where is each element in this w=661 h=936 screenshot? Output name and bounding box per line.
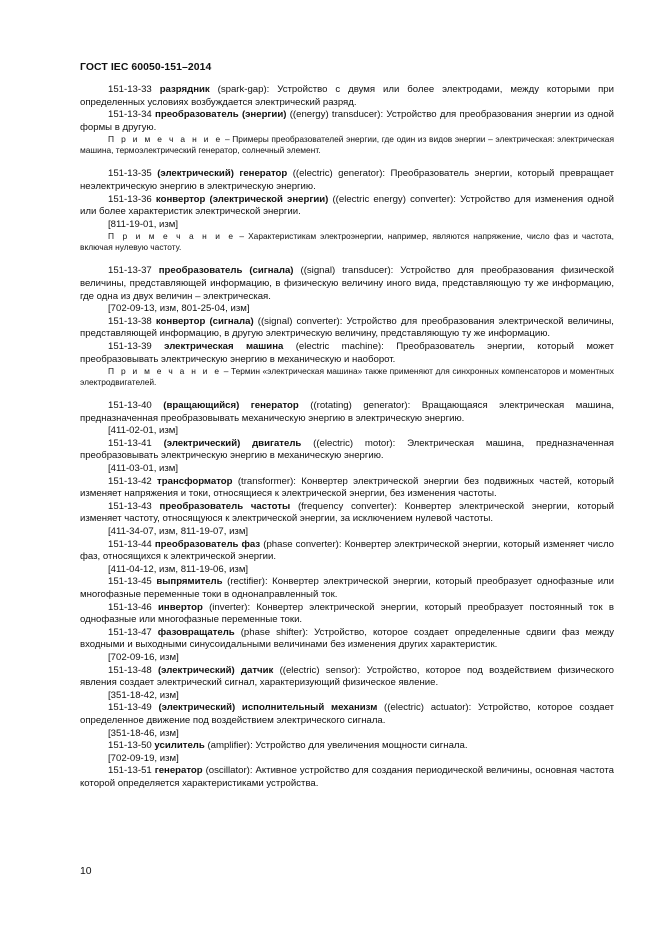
source-reference: [411-02-01, изм] (108, 425, 179, 437)
entry-definition: (electric machine): Преобразователь энергии, который может преобразовывать электрическую энергию в механическую и наоборот. (80, 340, 614, 365)
entry-number: 151-13-49 (108, 702, 152, 714)
source-reference: [351-18-42, изм] (108, 689, 179, 701)
term-entry (80, 316, 614, 341)
term-entry (80, 438, 614, 463)
entry-term: преобразователь фаз (154, 538, 261, 550)
term-entry (80, 109, 614, 134)
section-gap (80, 156, 614, 168)
entry-number: 151-13-45 (108, 576, 152, 588)
entry-definition: (oscillator): Активное устройство для создания периодической величины, основная частота которой определяется характеристиками устройства. (80, 765, 614, 789)
entry-term: (электрический) исполнительный механизм (158, 702, 378, 714)
entry-number: 151-13-34 (108, 109, 152, 121)
entry-definition: ((electric) actuator): Устройство, которое создает определенное движение под воздействием электрического сигнала. (80, 702, 614, 726)
source-reference: [702-09-13, изм, 801-25-04, изм] (108, 303, 250, 315)
note-label: П р и м е ч а н и е (108, 231, 236, 242)
note (80, 134, 614, 156)
entry-number: 151-13-33 (108, 84, 152, 95)
entry-number: 151-13-36 (108, 193, 152, 205)
source-reference: [411-03-01, изм] (108, 463, 179, 475)
source-reference: [702-09-19, изм] (108, 752, 179, 764)
entry-term: трансформатор (157, 475, 233, 487)
entry-definition: (amplifier): Устройство для увеличения мощности сигнала. (207, 740, 468, 752)
source-reference: [702-09-16, изм] (108, 651, 179, 663)
note (80, 231, 614, 253)
term-entry (80, 702, 614, 727)
entry-term: инвертор (158, 601, 203, 613)
entry-term: преобразователь (сигнала) (158, 265, 294, 277)
entry-number: 151-13-37 (108, 265, 152, 277)
entry-term: (электрический) генератор (157, 168, 288, 180)
term-entry (80, 602, 614, 627)
entry-term: выпрямитель (156, 576, 223, 588)
section-gap (80, 253, 614, 265)
entry-number: 151-13-42 (108, 475, 152, 487)
source-reference: [811-19-01, изм] (108, 218, 179, 230)
entry-definition: (phase shifter): Устройство, которое создает определенные сдвиги фаз между входными и выходными синусоидальными величинами без изменения других характеристик. (80, 626, 615, 651)
term-entry (80, 665, 614, 690)
note-label: П р и м е ч а н и е (108, 366, 222, 377)
entry-term: конвертор (электрической энергии) (155, 193, 329, 205)
entry-number: 151-13-44 (108, 538, 152, 550)
note-text: – Характеристикам электроэнергии, например, являются напряжение, число фаз и частота, включая нулевую частоту. (80, 231, 614, 253)
entry-definition: ((rotating) generator): Вращающаяся электрическая машина, предназначенная преобразовывать механическую энергию в электрическую энергию. (80, 400, 615, 424)
entry-number: 151-13-46 (108, 601, 152, 613)
note (80, 366, 614, 388)
entry-number: 151-13-38 (108, 315, 152, 327)
section-gap (80, 388, 614, 400)
document-body (80, 84, 614, 791)
entry-term: разрядник (159, 84, 210, 95)
term-entry (80, 341, 614, 366)
term-entry (80, 168, 614, 193)
entry-number: 151-13-41 (108, 437, 152, 449)
entry-number: 151-13-47 (108, 626, 152, 638)
entry-term: преобразователь (энергии) (155, 109, 287, 121)
term-entry (80, 400, 614, 425)
source-reference: [411-04-12, изм, 811-19-06, изм] (108, 563, 249, 575)
term-entry (80, 476, 614, 501)
note-label: П р и м е ч а н и е (108, 134, 223, 145)
page-number: 10 (80, 866, 92, 877)
term-entry (80, 84, 614, 109)
term-entry (80, 576, 614, 601)
term-entry (80, 627, 614, 652)
document-header: ГОСТ IEC 60050-151–2014 (80, 62, 212, 73)
entry-term: конвертор (сигнала) (155, 315, 254, 327)
entry-term: генератор (154, 765, 203, 777)
entry-term: (электрический) двигатель (163, 437, 302, 449)
entry-number: 151-13-51 (108, 765, 152, 777)
entry-definition: ((signal) converter): Устройство для преобразования электрической величины, представляющей информацию, в другую электрическую величину, представляющую ту же информацию. (80, 315, 614, 340)
entry-term: фазовращатель (157, 626, 235, 638)
note-text: – Примеры преобразователей энергии, где один из видов энергии – электрическая: электрическая машина, термоэлектрический генератор, солнечный элемент. (80, 134, 614, 156)
entry-term: (электрический) датчик (157, 664, 274, 676)
entry-definition: (phase converter): Конвертер электрической энергии, который изменяет число фаз, относящихся к электрической энергии. (80, 538, 614, 563)
entry-number: 151-13-35 (108, 168, 152, 180)
entry-number: 151-13-39 (108, 340, 152, 352)
term-entry (80, 194, 614, 219)
entry-definition: ((signal) transducer): Устройство для преобразования физической величины, представляющей информацию, в физическую величину иного вида, представляющую ту же информацию, где одна из двух величин – электрическая. (80, 265, 615, 302)
note-text: – Термин «электрическая машина» также применяют для синхронных компенсаторов и моментных электродвигателей. (80, 366, 614, 388)
term-entry (80, 765, 614, 790)
entry-definition: (spark-gap): Устройство с двумя или более электродами, между которыми при определенных условиях возбуждается электрический разряд. (80, 84, 614, 108)
entry-definition: ((electric) sensor): Устройство, которое под воздействием физического явления создает электрический сигнал, характеризующий физическое явление. (80, 664, 615, 689)
entry-term: (вращающийся) генератор (163, 400, 299, 412)
term-entry (80, 539, 614, 564)
term-entry (80, 265, 614, 303)
entry-definition: ((electric) motor): Электрическая машина, предназначенная преобразовывать электрическую энергию в механическую энергию. (80, 437, 615, 462)
entry-definition: (transformer): Конвертер электрической энергии без подвижных частей, который изменяет напряжения и токи, относящиеся к электрической энергии, без изменения частоты. (80, 475, 614, 500)
entry-definition: ((electric energy) converter): Устройство для изменения одной или более характеристик электрической энергии. (80, 193, 614, 218)
term-entry (80, 740, 614, 753)
entry-definition: (frequency converter): Конвертер электрической энергии, который изменяет частоту, относящуюся к электрической энергии, за исключением нулевой частоты. (80, 500, 614, 525)
entry-number: 151-13-40 (108, 400, 152, 412)
entry-number: 151-13-50 (108, 740, 152, 752)
term-entry (80, 501, 614, 526)
entry-term: преобразователь частоты (159, 500, 291, 512)
source-reference: [351-18-46, изм] (108, 727, 179, 739)
entry-number: 151-13-48 (108, 664, 152, 676)
entry-term: усилитель (154, 740, 205, 752)
entry-definition: ((electric) generator): Преобразователь энергии, который превращает неэлектрическую энергию в электрическую энергию. (80, 168, 615, 192)
entry-definition: (rectifier): Конвертер электрической энергии, который преобразует однофазные или многофазные переменные токи в однонаправленный ток. (80, 576, 615, 600)
entry-definition: ((energy) transducer): Устройство для преобразования энергии из одной формы в другую. (80, 109, 615, 133)
entry-number: 151-13-43 (108, 500, 152, 512)
entry-definition: (inverter): Конвертер электрической энергии, который преобразует постоянный ток в однофазные или многофазные переменные токи. (80, 601, 614, 626)
entry-term: электрическая машина (164, 340, 284, 352)
source-reference: [411-34-07, изм, 811-19-07, изм] (108, 526, 249, 538)
